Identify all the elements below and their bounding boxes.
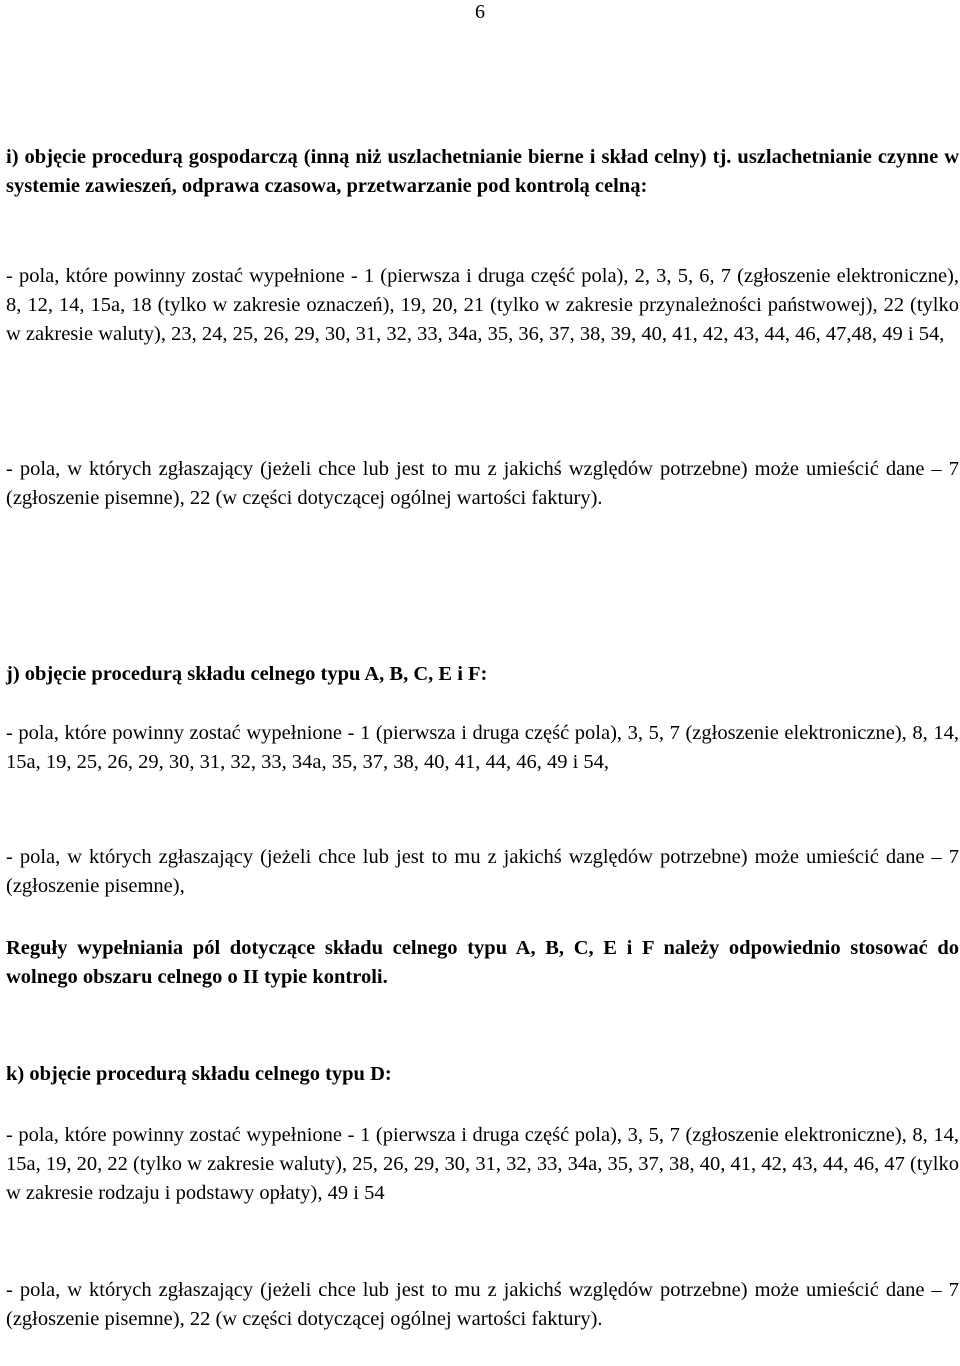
section-i-heading: i) objęcie procedurą gospodarczą (inną niż uszlachetnianie bierne i skład celny) tj. uszlachetnianie czynne w systemie zawieszeń, odprawa czasowa, przetwarzanie pod kontrolą celną: [6, 146, 959, 197]
section-j-optional-fields: - pola, w których zgłaszający (jeżeli chce lub jest to mu z jakichś względów potrzebne) może umieścić dane – 7 (zgłoszenie pisemne), [6, 846, 959, 897]
section-i-optional-fields: - pola, w których zgłaszający (jeżeli chce lub jest to mu z jakichś względów potrzebne) może umieścić dane – 7 (zgłoszenie pisemne), 22 (w części dotyczącej ogólnej wartości faktury). [6, 458, 959, 509]
section-i-required-fields: - pola, które powinny zostać wypełnione - 1 (pierwsza i druga część pola), 2, 3, 5, 6, 7 (zgłoszenie elektroniczne), 8, 12, 14, 15a, 18 (tylko w zakresie oznaczeń), 19, 20, 21 (tylko w zakresie przynależności państwowej), 22 (tylko w zakresie waluty), 23, 24, 25, 26, 29, 30, 31, 32, 33, 34a, 35, 36, 37, 38, 39, 40, 41, 42, 43, 44, 46, 47,48, 49 i 54, [6, 265, 959, 345]
section-k-heading: k) objęcie procedurą składu celnego typu D: [6, 1063, 392, 1085]
page-number: 6 [475, 1, 485, 23]
section-j-heading: j) objęcie procedurą składu celnego typu A, B, C, E i F: [6, 663, 488, 685]
section-j-rules-note: Reguły wypełniania pól dotyczące składu celnego typu A, B, C, E i F należy odpowiednio stosować do wolnego obszaru celnego o II typie kontroli. [6, 937, 959, 988]
section-j-required-fields: - pola, które powinny zostać wypełnione - 1 (pierwsza i druga część pola), 3, 5, 7 (zgłoszenie elektroniczne), 8, 14, 15a, 19, 25, 26, 29, 30, 31, 32, 33, 34a, 35, 37, 38, 40, 41, 44, 46, 49 i 54, [6, 722, 959, 773]
section-k-optional-fields: - pola, w których zgłaszający (jeżeli chce lub jest to mu z jakichś względów potrzebne) może umieścić dane – 7 (zgłoszenie pisemne), 22 (w części dotyczącej ogólnej wartości faktury). [6, 1279, 959, 1330]
section-k-required-fields: - pola, które powinny zostać wypełnione - 1 (pierwsza i druga część pola), 3, 5, 7 (zgłoszenie elektroniczne), 8, 14, 15a, 19, 20, 22 (tylko w zakresie waluty), 25, 26, 29, 30, 31, 32, 33, 34a, 35, 37, 38, 40, 41, 42, 43, 44, 46, 47 (tylko w zakresie rodzaju i podstawy opłaty), 49 i 54 [6, 1124, 959, 1204]
